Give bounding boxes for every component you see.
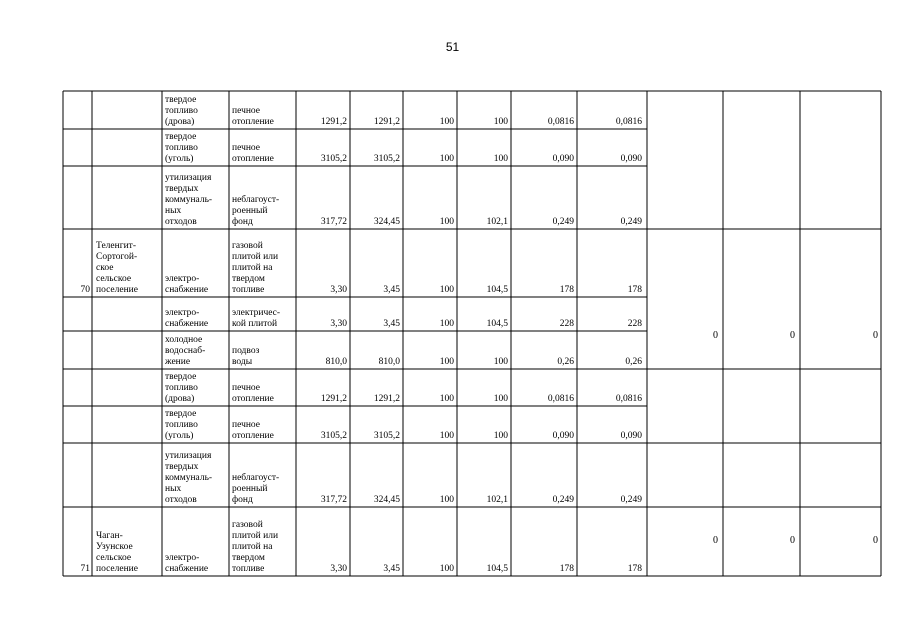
- cell-v3: 100: [439, 285, 454, 295]
- cell-service: электро- снабжение: [165, 308, 209, 329]
- right-value-block1-col2: 0: [790, 330, 795, 341]
- cell-service: холодное водоснаб- жение: [165, 335, 206, 367]
- cell-settlement: Чаган- Узунское сельское поселение: [96, 531, 138, 574]
- cell-type: подвоз воды: [232, 346, 260, 367]
- cell-v3: 100: [439, 357, 454, 367]
- cell-v3: 100: [439, 564, 454, 574]
- cell-type: электричес- кой плитой: [232, 308, 281, 329]
- cell-v1: 810,0: [325, 357, 347, 367]
- cell-v1: 1291,2: [320, 394, 347, 404]
- cell-type: газовой плитой или плитой на твердом топливе: [232, 241, 279, 295]
- cell-v6: 0,090: [620, 154, 642, 164]
- cell-v2: 1291,2: [373, 117, 400, 127]
- cell-v5: 0,090: [552, 154, 574, 164]
- cell-v6: 0,249: [620, 217, 642, 227]
- cell-v4: 100: [493, 117, 508, 127]
- cell-v6: 178: [627, 564, 642, 574]
- cell-v5: 228: [559, 319, 574, 329]
- cell-service: твердое топливо (уголь): [165, 132, 198, 164]
- cell-service: твердое топливо (дрова): [165, 372, 198, 404]
- cell-v3: 100: [439, 394, 454, 404]
- cell-v4: 104,5: [486, 319, 508, 329]
- cell-service: твердое топливо (уголь): [165, 409, 198, 441]
- cell-v2: 1291,2: [373, 394, 400, 404]
- right-value-block2-col2: 0: [790, 535, 795, 546]
- right-value-block1-col1: 0: [713, 330, 718, 341]
- cell-v1: 3105,2: [320, 431, 347, 441]
- cell-v4: 102,1: [486, 217, 508, 227]
- cell-service: утилизация твердых коммуналь- ных отходов: [165, 173, 213, 227]
- right-value-block1-col3: 0: [873, 330, 878, 341]
- cell-v6: 178: [627, 285, 642, 295]
- cell-v3: 100: [439, 431, 454, 441]
- right-value-block2-col1: 0: [713, 535, 718, 546]
- cell-v2: 3,45: [383, 319, 400, 329]
- cell-v4: 104,5: [486, 285, 508, 295]
- cell-v5: 178: [559, 564, 574, 574]
- cell-v3: 100: [439, 117, 454, 127]
- cell-v3: 100: [439, 154, 454, 164]
- cell-type: газовой плитой или плитой на твердом топливе: [232, 520, 279, 574]
- cell-v3: 100: [439, 319, 454, 329]
- cell-v3: 100: [439, 217, 454, 227]
- cell-v2: 324,45: [373, 217, 400, 227]
- cell-v2: 3105,2: [373, 431, 400, 441]
- cell-service: электро- снабжение: [165, 553, 209, 574]
- cell-v4: 100: [493, 357, 508, 367]
- cell-v5: 0,249: [552, 495, 574, 505]
- cell-type: печное отопление: [232, 383, 274, 404]
- cell-type: печное отопление: [232, 106, 274, 127]
- cell-v1: 317,72: [320, 217, 347, 227]
- cell-v3: 100: [439, 495, 454, 505]
- cell-v6: 228: [627, 319, 642, 329]
- cell-v5: 0,0816: [547, 117, 574, 127]
- cell-v6: 0,0816: [615, 117, 642, 127]
- cell-v1: 317,72: [320, 495, 347, 505]
- cell-v2: 810,0: [378, 357, 400, 367]
- cell-v1: 3,30: [330, 319, 347, 329]
- cell-type: неблагоуст- роенный фонд: [232, 195, 280, 227]
- cell-type: печное отопление: [232, 143, 274, 164]
- cell-v1: 1291,2: [320, 117, 347, 127]
- cell-service: твердое топливо (дрова): [165, 95, 198, 127]
- cell-num: 71: [80, 564, 90, 574]
- cell-v4: 100: [493, 431, 508, 441]
- cell-num: 70: [80, 285, 90, 295]
- cell-v6: 0,249: [620, 495, 642, 505]
- cell-v1: 3,30: [330, 564, 347, 574]
- cell-v5: 0,090: [552, 431, 574, 441]
- cell-service: утилизация твердых коммуналь- ных отходов: [165, 451, 213, 505]
- cell-type: неблагоуст- роенный фонд: [232, 473, 280, 505]
- cell-v1: 3,30: [330, 285, 347, 295]
- cell-v2: 3,45: [383, 564, 400, 574]
- cell-v5: 0,0816: [547, 394, 574, 404]
- cell-v4: 104,5: [486, 564, 508, 574]
- cell-type: печное отопление: [232, 420, 274, 441]
- cell-v6: 0,26: [625, 357, 642, 367]
- cell-v1: 3105,2: [320, 154, 347, 164]
- cell-v6: 0,090: [620, 431, 642, 441]
- cell-v2: 324,45: [373, 495, 400, 505]
- cell-v2: 3105,2: [373, 154, 400, 164]
- page-number: 51: [445, 40, 460, 54]
- cell-v5: 0,26: [557, 357, 574, 367]
- cell-service: электро- снабжение: [165, 274, 209, 295]
- cell-v4: 100: [493, 394, 508, 404]
- cell-v6: 0,0816: [615, 394, 642, 404]
- cell-v5: 0,249: [552, 217, 574, 227]
- cell-v5: 178: [559, 285, 574, 295]
- cell-v4: 100: [493, 154, 508, 164]
- cell-settlement: Теленгит- Сортогой- ское сельское поселение: [96, 241, 138, 295]
- right-value-block2-col3: 0: [873, 535, 878, 546]
- cell-v2: 3,45: [383, 285, 400, 295]
- cell-v4: 102,1: [486, 495, 508, 505]
